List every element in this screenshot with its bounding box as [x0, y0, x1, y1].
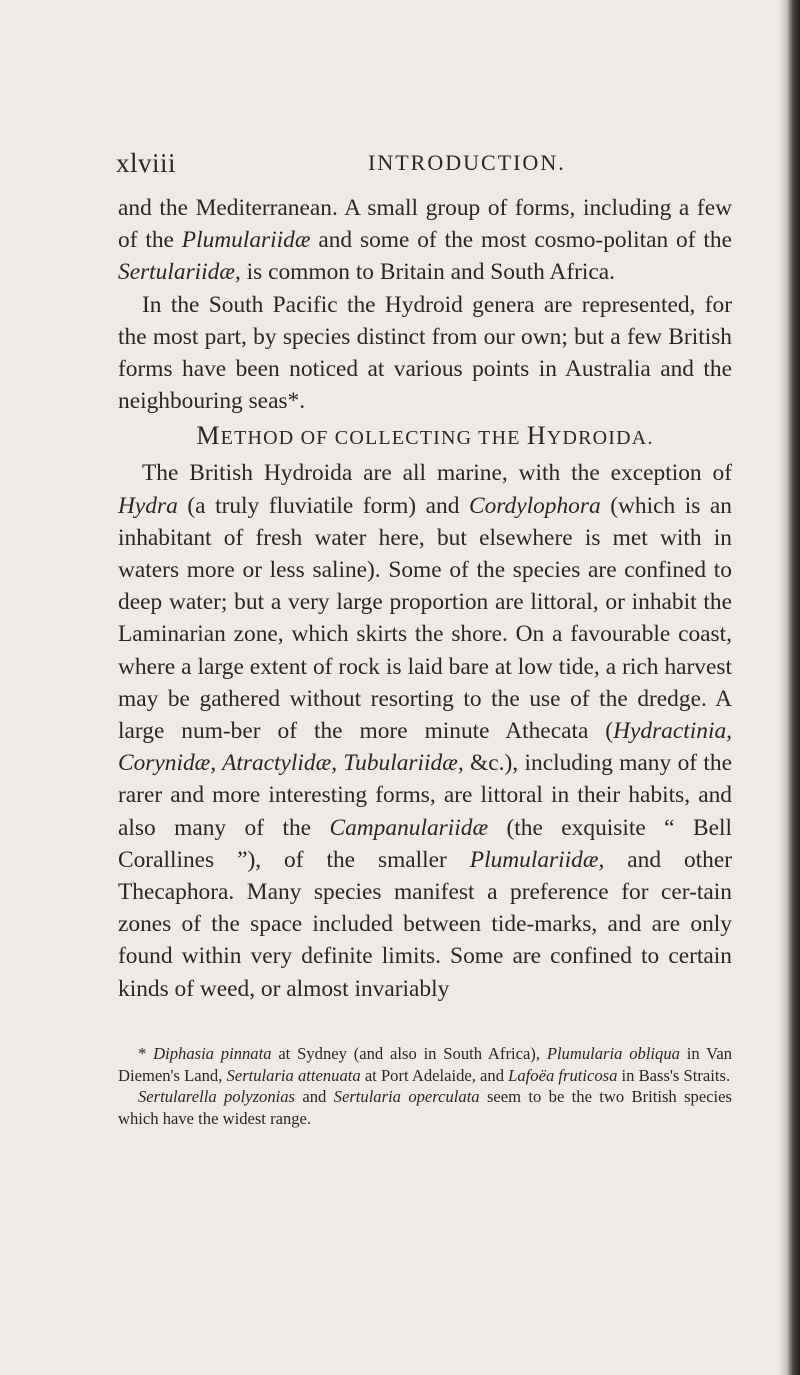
text-run: The British Hydroida are all marine, with the exception of	[142, 460, 732, 487]
italic-taxon: Hydractinia, Corynidæ, Atractylidæ, Tubulariidæ,	[118, 718, 732, 777]
text-run: at Sydney (and also in South Africa),	[271, 1044, 547, 1063]
text-run: (the exquisite “ Bell Corallines ”), of the smaller	[118, 814, 732, 873]
heading-cap: M	[196, 421, 221, 451]
running-head	[116, 148, 736, 180]
italic-taxon: Lafoëa fruticosa	[508, 1065, 618, 1085]
italic-taxon: Plumulariidæ,	[469, 846, 605, 873]
text-run: and some of the most cosmo-politan of the	[310, 227, 732, 254]
italic-taxon: Sertulariidæ,	[118, 259, 241, 286]
italic-taxon: Diphasia pinnata	[153, 1044, 272, 1063]
italic-taxon: Sertularia attenuata	[226, 1065, 361, 1085]
text-run: (a truly fluviatile form) and	[177, 492, 469, 519]
text-run: in Bass's Straits.	[617, 1065, 731, 1085]
text-run: at Port Adelaide, and	[360, 1065, 509, 1085]
page-number: xlviii	[116, 148, 177, 178]
text-run: seem to be the two British species which have the widest range.	[118, 1087, 732, 1128]
page-edge-shadow	[778, 0, 800, 1375]
body-text	[118, 192, 732, 1005]
text-run: is common to Britain and South Africa.	[240, 259, 616, 286]
text-run: and other Thecaphora. Many species manifest a preference for cer-tain zones of the space included between tide-marks, and are only found within very definite limits. Some are confined to certain kinds of weed, or almost invariably	[118, 846, 733, 1002]
paragraph-continuation	[118, 192, 732, 289]
footnote-2	[118, 1086, 732, 1129]
text-run: and	[295, 1087, 334, 1106]
footnote-1	[118, 1043, 732, 1086]
paragraph-british-hydroida	[118, 457, 732, 1004]
paragraph-south-pacific: In the South Pacific the Hydroid genera are represented, for the most part, by species distinct from our own; but a few British forms have been noticed at various points in Australia and the neighbouring seas*.	[118, 291, 732, 415]
text-run: (which is an inhabitant of fresh water here, but elsewhere is met with in waters more or less saline). Some of the species are confined to deep water; but a very large proportion are littoral, or inhabit the Laminarian zone, which skirts the shore. On a favourable coast, where a large extent of rock is laid bare at low tide, a rich harvest may be gathered without resorting to the use of the dredge. A large num-ber of the more minute Athecata (	[118, 492, 732, 745]
heading-cap: H	[526, 421, 547, 451]
footnote-mark: *	[138, 1044, 154, 1063]
running-title: INTRODUCTION.	[368, 150, 566, 175]
italic-taxon: Plumulariidæ	[181, 227, 311, 254]
heading-smallcaps: ETHOD OF COLLECTING THE	[220, 427, 527, 450]
heading-smallcaps: YDROIDA.	[546, 427, 654, 450]
text-run: &c.), including many of the rarer and more interesting forms, are littoral in their habits, and also many of the	[118, 750, 733, 841]
text-run: and the Mediterranean. A small group of forms, including a few of the	[118, 195, 732, 254]
italic-taxon: Sertularia operculata	[333, 1087, 480, 1106]
italic-taxon: Cordylophora	[468, 492, 601, 519]
italic-taxon: Campanulariidæ	[329, 814, 489, 841]
italic-taxon: Plumularia obliqua	[546, 1044, 680, 1063]
text-run: in Van Diemen's Land,	[118, 1044, 732, 1085]
italic-taxon: Hydra	[118, 492, 178, 519]
section-heading	[118, 419, 732, 455]
footnotes	[118, 1043, 732, 1129]
italic-taxon: Sertularella polyzonias	[138, 1087, 295, 1106]
